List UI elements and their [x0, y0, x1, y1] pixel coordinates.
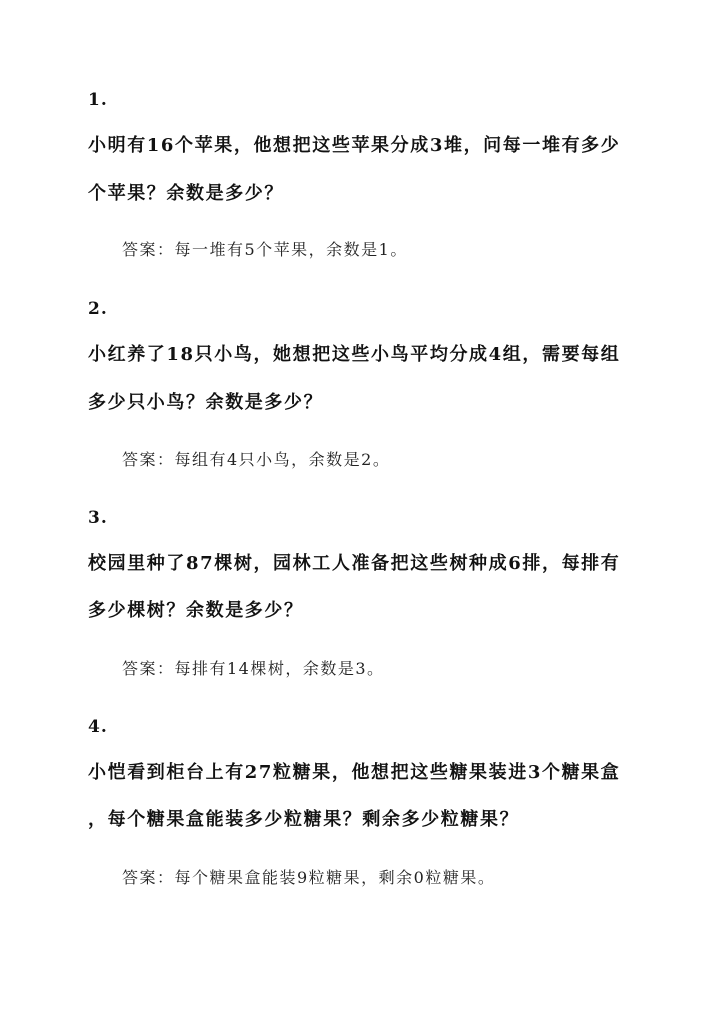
problem-1-number: 1.: [88, 90, 108, 110]
problem-3-question-line-1: 校园里种了87棵树，园林工人准备把这些树种成6排，每排有: [88, 553, 621, 574]
problem-4-question-line-1: 小恺看到柜台上有27粒糖果，他想把这些糖果装进3个糖果盒: [88, 762, 621, 783]
problem-3-number: 3.: [88, 508, 108, 528]
problem-4-answer: 答案：每个糖果盒能装9粒糖果，剩余0粒糖果。: [122, 868, 496, 887]
problem-2-number: 2.: [88, 299, 108, 319]
problem-1-question-line-2: 个苹果？余数是多少？: [88, 183, 284, 204]
problem-1-answer: 答案：每一堆有5个苹果，余数是1。: [122, 240, 408, 259]
problem-3-answer: 答案：每排有14棵树，余数是3。: [122, 659, 385, 678]
problem-2-question-line-1: 小红养了18只小鸟，她想把这些小鸟平均分成4组，需要每组: [88, 344, 621, 365]
problem-2-answer: 答案：每组有4只小鸟，余数是2。: [122, 450, 391, 469]
problem-4-question-line-2: ，每个糖果盒能装多少粒糖果？剩余多少粒糖果？: [88, 809, 520, 830]
problem-3-question-line-2: 多少棵树？余数是多少？: [88, 600, 304, 621]
problem-4-number: 4.: [88, 717, 108, 737]
problem-2-question-line-2: 多少只小鸟？余数是多少？: [88, 392, 324, 413]
problem-1-question-line-1: 小明有16个苹果，他想把这些苹果分成3堆，问每一堆有多少: [88, 135, 621, 156]
